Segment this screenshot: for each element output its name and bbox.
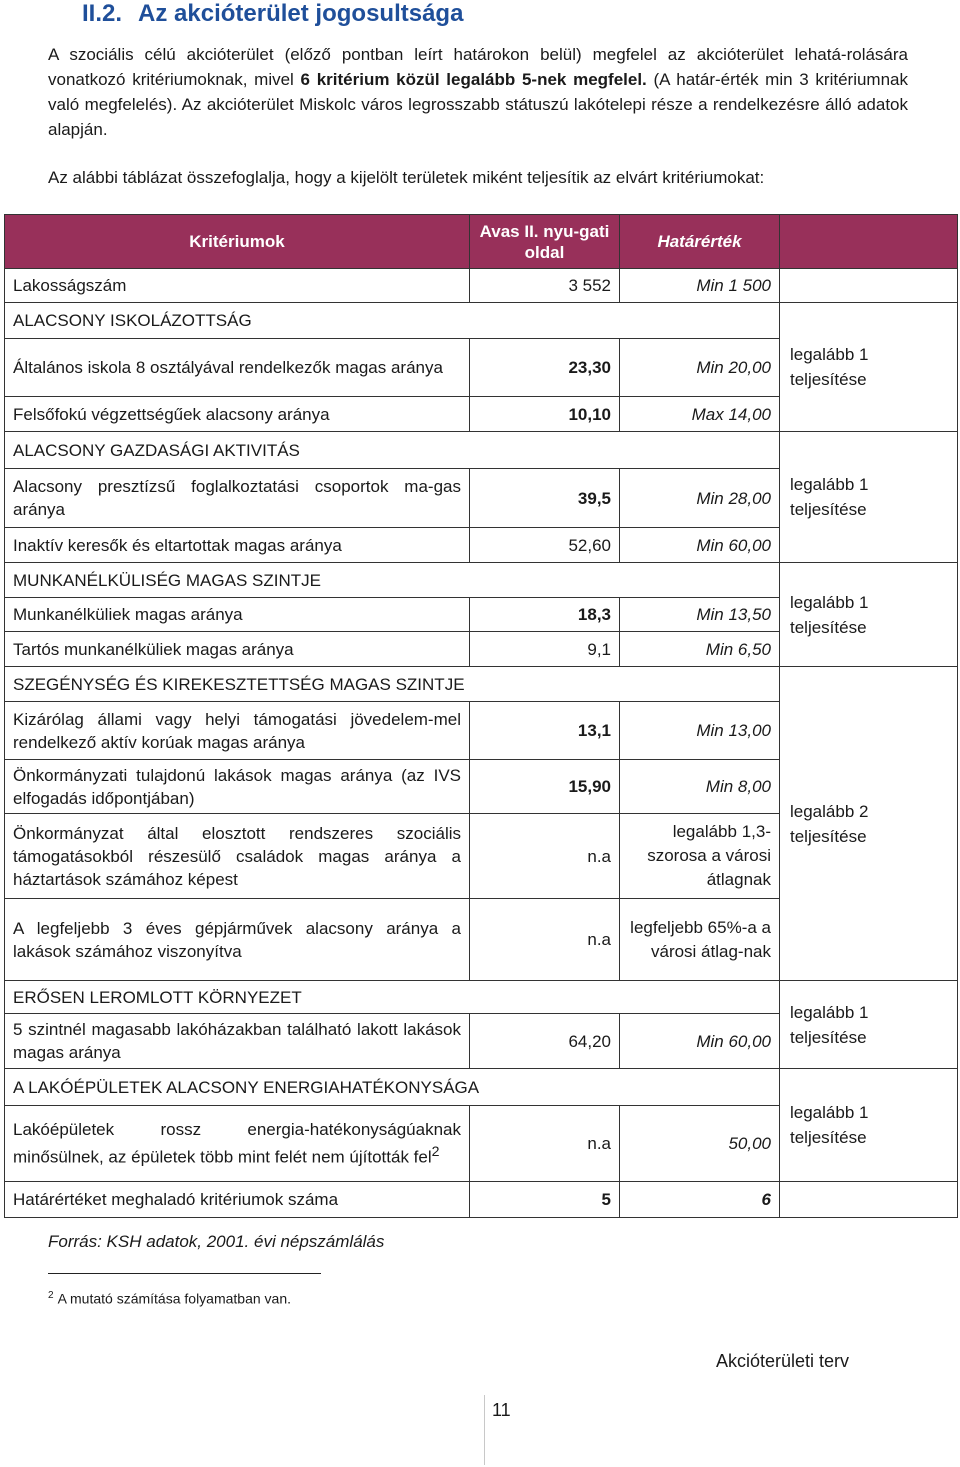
- criterion-value: 10,10: [470, 397, 620, 432]
- section-row: [5, 667, 958, 702]
- requirement-cell: legalább 1 teljesítése: [780, 563, 958, 667]
- criterion-label: [5, 1106, 470, 1182]
- criterion-limit: Min 20,00: [620, 339, 780, 397]
- criterion-value: 9,1: [470, 632, 620, 667]
- section-label: ALACSONY ISKOLÁZOTTSÁG: [5, 303, 780, 339]
- totals-limit: 6: [620, 1182, 780, 1218]
- criterion-limit: Min 8,00: [620, 760, 780, 814]
- section-label: SZEGÉNYSÉG ÉS KIREKESZTETTSÉG MAGAS SZINTJE: [5, 667, 780, 702]
- requirement-cell: legalább 2 teljesítése: [780, 667, 958, 981]
- totals-row: [5, 1182, 958, 1218]
- section-number: II.2.: [82, 0, 123, 27]
- requirement-cell: legalább 1 teljesítése: [780, 303, 958, 432]
- criterion-label: Kizárólag állami vagy helyi támogatási jövedelem-mel rendelkező aktív korúak magas aránya: [5, 702, 470, 760]
- criterion-limit: Min 1 500: [620, 269, 780, 303]
- requirement-cell: legalább 1 teljesítése: [780, 1069, 958, 1182]
- criterion-limit: 50,00: [620, 1106, 780, 1182]
- totals-label: Határértéket meghaladó kritériumok száma: [5, 1182, 470, 1218]
- header-requirement: [780, 215, 958, 269]
- section-label: MUNKANÉLKÜLISÉG MAGAS SZINTJE: [5, 563, 780, 598]
- criterion-value: n.a: [470, 899, 620, 981]
- page-number-divider: [484, 1395, 485, 1465]
- criterion-label: Alacsony presztízsű foglalkoztatási csoportok ma-gas aránya: [5, 469, 470, 528]
- criterion-limit: Min 60,00: [620, 528, 780, 563]
- section-heading: [82, 0, 463, 28]
- criterion-label: Munkanélküliek magas aránya: [5, 598, 470, 632]
- criterion-label-text: Lakóépületek rossz energia-hatékonyságúaknak minősülnek, az épületek több mint felét nem újították fel: [13, 1120, 461, 1167]
- criterion-limit: legfeljebb 65%-a a városi átlag-nak: [620, 899, 780, 981]
- paragraph-text-1: A szociális célú akcióterület (előző pontban leírt határokon belül) megfelel az akcióterület lehatá-rolására vonatkozó kritériumoknak, mivel: [48, 45, 908, 89]
- criterion-limit: Min 13,00: [620, 702, 780, 760]
- footnote: [48, 1290, 291, 1307]
- criterion-label: 5 szintnél magasabb lakóházakban található lakott lakások magas aránya: [5, 1014, 470, 1069]
- criterion-label: Lakosságszám: [5, 269, 470, 303]
- criterion-limit: Min 13,50: [620, 598, 780, 632]
- header-area: Avas II. nyu-gati oldal: [470, 215, 620, 269]
- section-label: ALACSONY GAZDASÁGI AKTIVITÁS: [5, 432, 780, 469]
- criterion-limit: Max 14,00: [620, 397, 780, 432]
- criterion-label: Tartós munkanélküliek magas aránya: [5, 632, 470, 667]
- section-row: [5, 981, 958, 1014]
- paragraph-text-2: (A határ-érték min 3 kritériumnak való megfelelés). Az akcióterület Miskolc város legrosszabb státuszú lakótelepi része a rendelkezésre álló adatok alapján.: [48, 70, 909, 139]
- criterion-value: 52,60: [470, 528, 620, 563]
- criterion-value: 3 552: [470, 269, 620, 303]
- criterion-value: 23,30: [470, 339, 620, 397]
- criterion-value: 18,3: [470, 598, 620, 632]
- footnote-separator: [48, 1273, 321, 1274]
- criteria-table: [4, 214, 958, 1218]
- paragraph-bold: 6 kritérium közül legalább 5-nek megfelel.: [300, 70, 647, 89]
- running-title: Akcióterületi terv: [716, 1351, 850, 1371]
- criterion-value: 39,5: [470, 469, 620, 528]
- criterion-limit: Min 6,50: [620, 632, 780, 667]
- criterion-value: 15,90: [470, 760, 620, 814]
- criterion-limit: Min 60,00: [620, 1014, 780, 1069]
- criterion-value: 64,20: [470, 1014, 620, 1069]
- totals-value: 5: [470, 1182, 620, 1218]
- table-header-row: [5, 215, 958, 269]
- requirement-cell: legalább 1 teljesítése: [780, 432, 958, 563]
- criterion-value: 13,1: [470, 702, 620, 760]
- footnote-mark: 2: [431, 1144, 440, 1161]
- page-number: 11: [492, 1400, 511, 1420]
- requirement-cell: [780, 1182, 958, 1218]
- section-row: [5, 303, 958, 339]
- section-title: Az akcióterület jogosultsága: [138, 0, 464, 27]
- table-row: [5, 269, 958, 303]
- requirement-cell: [780, 269, 958, 303]
- header-threshold: Határérték: [620, 215, 780, 269]
- table-intro: Az alábbi táblázat összefoglalja, hogy a kijelölt területek miként teljesítik az elvárt kritériumokat:: [48, 168, 765, 187]
- footnote-number: 2: [48, 1290, 54, 1301]
- criterion-value: n.a: [470, 814, 620, 899]
- body-paragraph: [48, 42, 908, 142]
- section-row: [5, 563, 958, 598]
- criterion-label: Inaktív keresők és eltartottak magas aránya: [5, 528, 470, 563]
- section-row: [5, 1069, 958, 1106]
- criterion-label: Általános iskola 8 osztályával rendelkezők magas aránya: [5, 339, 470, 397]
- criterion-label: A legfeljebb 3 éves gépjárművek alacsony aránya a lakások számához viszonyítva: [5, 899, 470, 981]
- criterion-limit: Min 28,00: [620, 469, 780, 528]
- criterion-label: Önkormányzati tulajdonú lakások magas aránya (az IVS elfogadás időpontjában): [5, 760, 470, 814]
- section-label: ERŐSEN LEROMLOTT KÖRNYEZET: [5, 981, 780, 1014]
- criterion-limit: legalább 1,3-szorosa a városi átlagnak: [620, 814, 780, 899]
- requirement-cell: legalább 1 teljesítése: [780, 981, 958, 1069]
- footnote-text: A mutató számítása folyamatban van.: [57, 1290, 292, 1307]
- criterion-label: Önkormányzat által elosztott rendszeres szociális támogatásokból részesülő családok magas aránya a háztartások számához képest: [5, 814, 470, 899]
- criterion-value: n.a: [470, 1106, 620, 1182]
- criterion-label: Felsőfokú végzettségűek alacsony aránya: [5, 397, 470, 432]
- section-row: [5, 432, 958, 469]
- source-note: Forrás: KSH adatok, 2001. évi népszámlálás: [48, 1232, 385, 1251]
- section-label: A LAKÓÉPÜLETEK ALACSONY ENERGIAHATÉKONYSÁGA: [5, 1069, 780, 1106]
- header-criteria: Kritériumok: [5, 215, 470, 269]
